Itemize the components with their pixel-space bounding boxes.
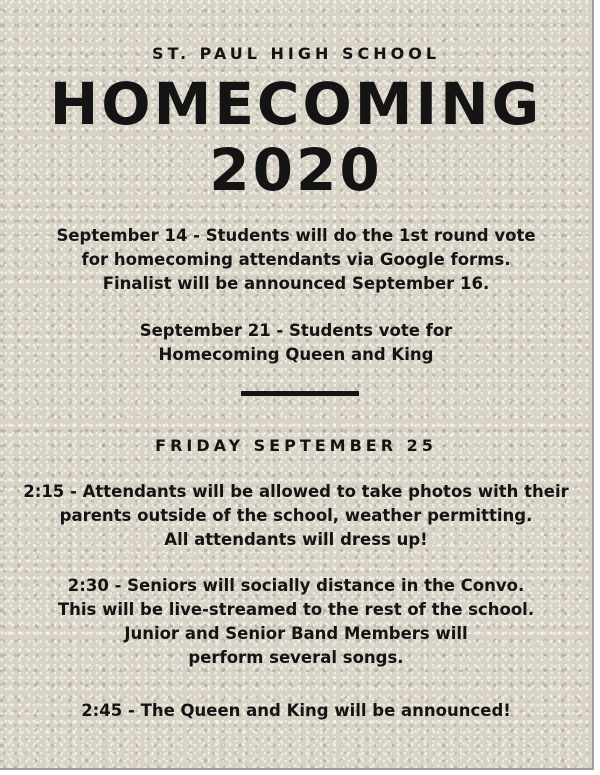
schedule-item-245 <box>0 699 592 723</box>
flyer-year: 2020 <box>209 136 383 204</box>
text-line: 2:45 - The Queen and King will be announced! <box>81 701 511 720</box>
schedule-item-230 <box>0 574 592 670</box>
section-divider <box>241 391 359 396</box>
text-line: Homecoming Queen and King <box>158 345 434 364</box>
flyer-title: HOMECOMING <box>49 70 543 138</box>
text-line: Finalist will be announced September 16. <box>102 274 490 293</box>
text-line: September 21 - Students vote for <box>139 321 453 340</box>
text-line: parents outside of the school, weather permitting. <box>59 506 533 525</box>
schedule-item-215 <box>0 480 592 552</box>
text-line: Junior and Senior Band Members will <box>124 624 468 643</box>
announcement-vote-round-1 <box>0 224 592 296</box>
text-line: for homecoming attendants via Google forms. <box>81 250 511 269</box>
text-line: perform several songs. <box>188 648 404 667</box>
text-line: 2:15 - Attendants will be allowed to take photos with their <box>23 482 569 501</box>
day-heading: FRIDAY SEPTEMBER 25 <box>155 436 437 455</box>
text-line: September 14 - Students will do the 1st round vote <box>56 226 536 245</box>
school-name: ST. PAUL HIGH SCHOOL <box>151 44 441 63</box>
text-line: 2:30 - Seniors will socially distance in the Convo. <box>67 576 525 595</box>
announcement-queen-king-vote <box>0 319 592 367</box>
text-line: This will be live-streamed to the rest of the school. <box>57 600 535 619</box>
text-line: All attendants will dress up! <box>164 530 428 549</box>
